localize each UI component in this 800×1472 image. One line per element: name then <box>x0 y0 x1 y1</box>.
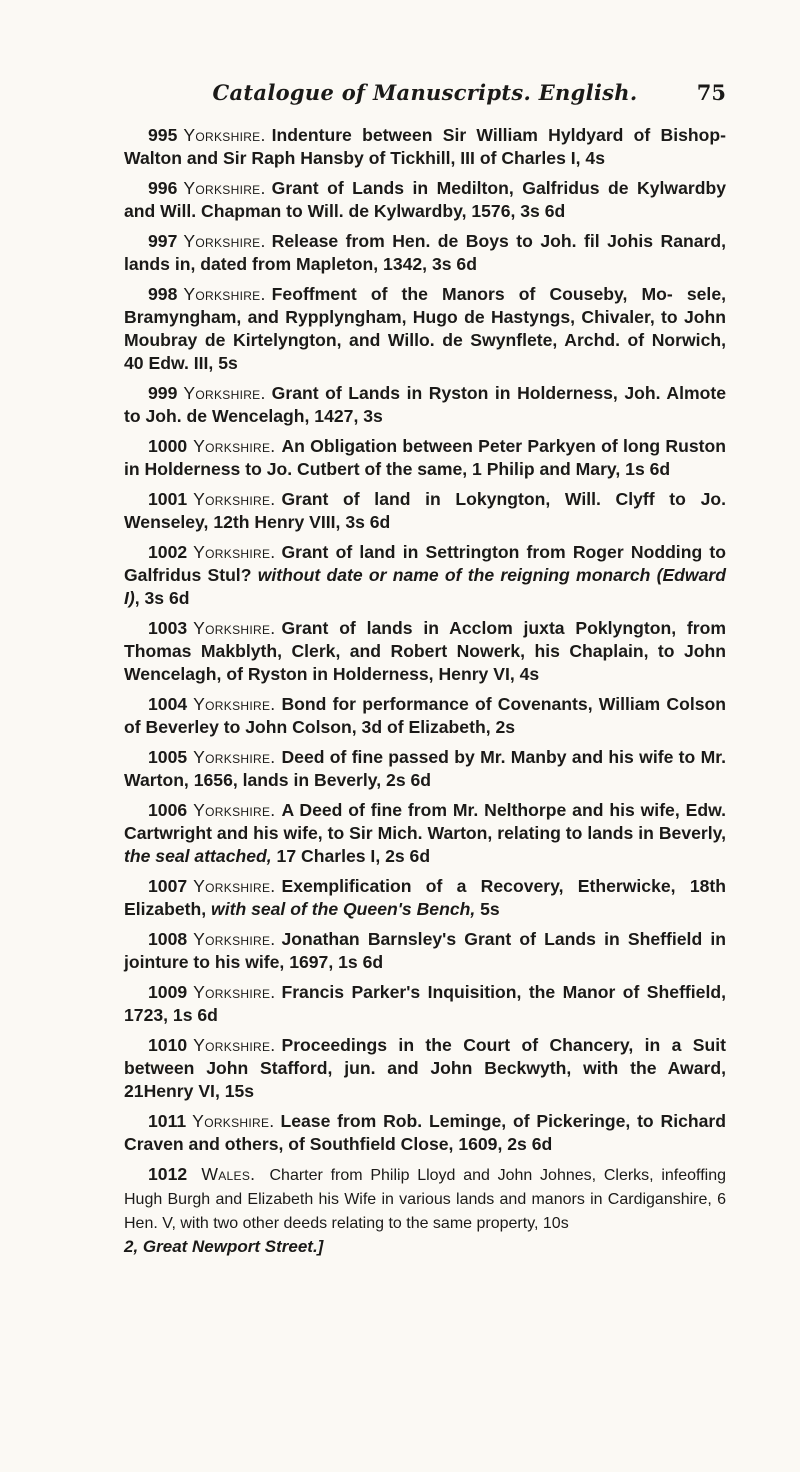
entry-county: Yorkshire. <box>183 125 266 145</box>
entry-description: Proceedings in the Court of Chancery, in a Suit between John Stafford, jun. and John Beckwyth, with the Award, 21Henry VI, 15s <box>124 1035 726 1101</box>
entry-county: Yorkshire. <box>193 800 276 820</box>
entry-description: Jonathan Barnsley's Grant of Lands in Sheffield in jointure to his wife, 1697, 1s 6d <box>124 929 726 972</box>
entry-description: Charter from Philip Lloyd and John Johnes, Clerks, infeoffing Hugh Burgh and Elizabeth his Wife in various lands and manors in Cardiganshire, 6 Hen. V, with two other deeds relating to the same property, 10s <box>124 1167 727 1232</box>
entry-county: Yorkshire. <box>193 542 276 562</box>
entry-italic-note: with seal of the Queen's Bench, <box>211 899 476 919</box>
entry-description: Grant of Lands in Medilton, Galfridus de Kylwardby and Will. Chapman to Will. de Kylwardby, 1576, 3s 6d <box>124 178 726 221</box>
catalogue-entry-1007 <box>124 875 726 921</box>
catalogue-entry-995 <box>124 124 726 170</box>
catalogue-entry-1012 <box>124 1163 726 1258</box>
catalogue-entry-1002 <box>124 541 726 610</box>
entry-italic-note: the seal attached, <box>124 846 272 866</box>
entry-description: Indenture between Sir William Hyldyard of Bishop-Walton and Sir Raph Hansby of Tickhill, III of Charles I, 4s <box>124 125 726 168</box>
entry-county: Yorkshire. <box>183 231 266 251</box>
catalogue-entry-1008 <box>124 928 726 974</box>
entry-description: Exemplification of a Recovery, Etherwicke, 18th Elizabeth, <box>124 876 726 919</box>
running-title: Catalogue of Manuscripts. English. <box>212 80 638 105</box>
catalogue-entry-997 <box>124 230 726 276</box>
entry-number: 998 <box>148 284 178 304</box>
entry-number: 1010 <box>148 1035 188 1055</box>
entry-description: An Obligation between Peter Parkyen of long Ruston in Holderness to Jo. Cutbert of the same, 1 Philip and Mary, 1s 6d <box>124 436 726 479</box>
entry-number: 1001 <box>148 489 188 509</box>
entry-description: Grant of land in Lokyngton, Will. Clyff to Jo. Wenseley, 12th Henry VIII, 3s 6d <box>124 489 726 532</box>
catalogue-entry-1004 <box>124 693 726 739</box>
entry-county: Yorkshire. <box>193 618 276 638</box>
entry-list <box>124 124 726 1156</box>
entry-number: 1009 <box>148 982 188 1002</box>
entry-description: Grant of lands in Acclom juxta Poklyngton, from Thomas Makblyth, Clerk, and Robert Nowerk, his Chaplain, to John Wencelagh, of Ryston in Holderness, Henry VI, 4s <box>124 618 726 684</box>
entry-description: Deed of fine passed by Mr. Manby and his wife to Mr. Warton, 1656, lands in Beverly, 2s 6d <box>124 747 726 790</box>
entry-county: Yorkshire. <box>193 929 276 949</box>
entry-number: 1003 <box>148 618 188 638</box>
entry-description: Feoffment of the Manors of Couseby, Mo- sele, Bramyngham, and Rypplyngham, Hugo de Hastyngs, Chivaler, to John Moubray de Kirtelyngton, and Willo. de Swynflete, Archd. of Norwich, 40 Edw. III, 5s <box>124 284 726 373</box>
entry-number: 1002 <box>148 542 188 562</box>
entry-number: 1005 <box>148 747 188 767</box>
entry-description: Lease from Rob. Leminge, of Pickeringe, to Richard Craven and others, of Southfield Close, 1609, 2s 6d <box>124 1111 726 1154</box>
entry-county: Yorkshire. <box>183 284 266 304</box>
entry-county: Yorkshire. <box>193 876 276 896</box>
entry-number: 1012 <box>148 1164 188 1184</box>
entry-number: 996 <box>148 178 178 198</box>
catalogue-entry-1006 <box>124 799 726 868</box>
catalogue-entry-999 <box>124 382 726 428</box>
entry-county: Yorkshire. <box>183 383 266 403</box>
entry-county: Yorkshire. <box>192 1111 275 1131</box>
entry-description: Grant of land in Settrington from Roger Nodding to Galfridus Stul? <box>124 542 726 585</box>
catalogue-entry-1005 <box>124 746 726 792</box>
entry-number: 1000 <box>148 436 188 456</box>
entry-county: Yorkshire. <box>193 694 276 714</box>
entry-number: 1004 <box>148 694 188 714</box>
entry-county: Yorkshire. <box>193 747 276 767</box>
catalogue-entry-1011 <box>124 1110 726 1156</box>
catalogue-entry-1010 <box>124 1034 726 1103</box>
entry-description: Francis Parker's Inquisition, the Manor of Sheffield, 1723, 1s 6d <box>124 982 726 1025</box>
catalogue-entry-1003 <box>124 617 726 686</box>
entry-italic-note: without date or name of the reigning monarch (Edward I) <box>124 565 726 608</box>
entry-price: 17 Charles I, 2s 6d <box>271 846 431 866</box>
catalogue-entry-1009 <box>124 981 726 1027</box>
entry-county: Wales. <box>201 1164 256 1184</box>
entry-price: , 3s 6d <box>134 588 190 608</box>
entry-number: 1011 <box>148 1111 187 1131</box>
entry-number: 1007 <box>148 876 188 896</box>
entry-number: 1008 <box>148 929 188 949</box>
entry-county: Yorkshire. <box>193 982 276 1002</box>
running-head <box>124 80 726 116</box>
catalogue-entry-1000 <box>124 435 726 481</box>
entry-description: Release from Hen. de Boys to Joh. fil Johis Ranard, lands in, dated from Mapleton, 1342, 3s 6d <box>124 231 726 274</box>
entry-county: Yorkshire. <box>183 178 266 198</box>
entry-number: 995 <box>148 125 178 145</box>
entry-county: Yorkshire. <box>193 436 276 456</box>
entry-description: Grant of Lands in Ryston in Holderness, Joh. Almote to Joh. de Wencelagh, 1427, 3s <box>124 383 726 426</box>
entry-county: Yorkshire. <box>193 1035 276 1055</box>
publisher-address: 2, Great Newport Street.] <box>124 1237 324 1256</box>
entry-number: 997 <box>148 231 178 251</box>
page-number: 75 <box>696 80 726 105</box>
catalogue-entry-998 <box>124 283 726 375</box>
entry-description: Bond for performance of Covenants, William Colson of Beverley to John Colson, 3d of Elizabeth, 2s <box>124 694 726 737</box>
entry-number: 1006 <box>148 800 188 820</box>
entry-county: Yorkshire. <box>193 489 276 509</box>
entry-price: 5s <box>475 899 500 919</box>
catalogue-entry-996 <box>124 177 726 223</box>
entry-description: A Deed of fine from Mr. Nelthorpe and his wife, Edw. Cartwright and his wife, to Sir Mich. Warton, relating to lands in Beverly, <box>124 800 726 843</box>
entry-number: 999 <box>148 383 178 403</box>
catalogue-entry-1001 <box>124 488 726 534</box>
